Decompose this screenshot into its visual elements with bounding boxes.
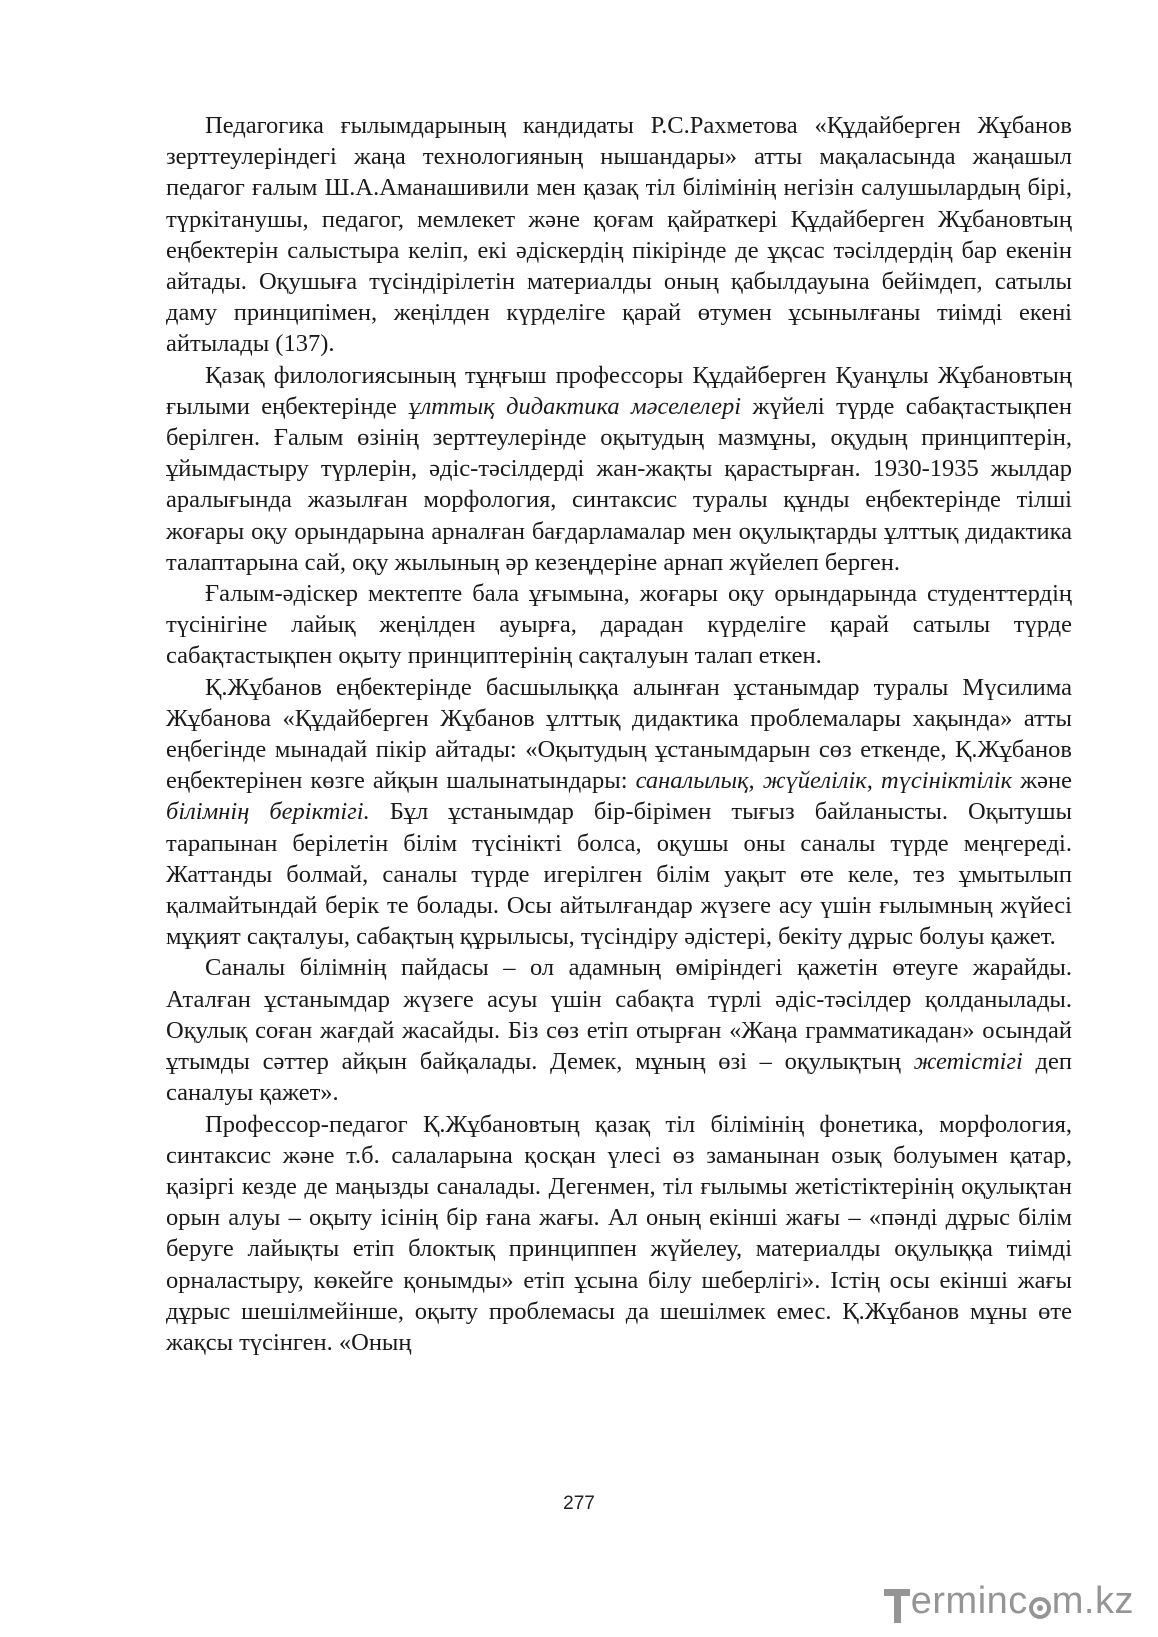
paragraph-italic-text: саналылық, жүйелілік, түсініктілік [635, 767, 1013, 795]
watermark-o-glyph-icon [1029, 1597, 1051, 1619]
paragraph-text: Ғалым-әдіскер мектепте бала ұғымына, жоғары оқу орындарында студенттердің түсінігіне лайық жеңілден ауырға, дарадан күрделіге қарай сатылы түрде сабақтастықпен оқыту принциптерінің сақталуын талап еткен. [166, 580, 1072, 670]
paragraph-5 [166, 952, 1072, 1108]
paragraph-text: Профессор-педагог Қ.Жұбановтың қазақ тіл білімінің фонетика, морфология, синтаксис және т.б. салаларына қосқан үлесі өз заманынан озық болуымен қатар, қазіргі кезде де маңызды саналады. Дегенмен, тіл ғылымы жетістіктерінің оқулықтан орын алуы – оқыту ісінің бір ғана жағы. Ал оның екінші жағы – «пәнді дұрыс білім беруге лайықты етіп блоктық принциппен жүйелеу, материалды оқулыққа тиімді орналастыру, көкейге қонымды» етіп ұсына білу шеберлігі». Істің осы екінші жағы дұрыс шешілмейінше, оқыту проблемасы да шешілмек емес. Қ.Жұбанов мұны өте жақсы түсінген. «Оның [166, 1110, 1072, 1356]
paragraph-text: Бұл ұстанымдар бір-бірімен тығыз байланысты. Оқытушы тарапынан берілетін білім түсінікті болса, оқушы оны саналы түрде меңгереді. Жаттанды болмай, саналы түрде игерілген білім уақыт өте келе, тез ұмытылып қалмайтындай берік те болады. Осы айтылғандар жүзеге асу үшін ғылымның жүйесі мұқият сақталуы, сабақтың құрылысы, түсіндіру әдістері, бекіту дұрыс болуы қажет. [166, 798, 1072, 951]
paragraph-4 [166, 672, 1072, 953]
paragraph-text: Қазақ филологиясының тұңғыш профессоры Құдайберген Қуанұлы Жұбановтың ғылыми еңбектерінде [166, 361, 1072, 420]
paragraph-text: Саналы білімнің пайдасы – ол адамның өміріндегі қажетін өтеуге жарайды. Аталған ұстанымдар жүзеге асуы үшін сабақта түрлі әдіс-тәсілдер қолданылады. Оқулық соған жағдай жасайды. Біз сөз етіп отырған «Жаңа грамматикадан» осындай ұтымды сәттер айқын байқалады. Демек, мұның өзі – оқулықтың [166, 954, 1072, 1076]
paragraph-text: Педагогика ғылымдарының кандидаты Р.С.Рахметова «Құдайберген Жұбанов зерттеулеріндегі жаңа технологияның нышандары» атты мақаласында жаңашыл педагог ғалым Ш.А.Аманашивили мен қазақ тіл білімінің негізін салушылардың бірі, түркітанушы, педагог, мемлекет және қоғам қайраткері Құдайберген Жұбановтың еңбектерін салыстыра келіп, екі әдіскердің пікірінде де ұқсас тәсілдердің бар екенін айтады. Оқушыға түсіндірілетін материалды оның қабылдауына бейімдеп, сатылы даму принципімен, жеңілден күрделіге қарай өтумен ұсынылғаны тиімді екені айтылады (137). [166, 112, 1072, 358]
page-number: 277 [563, 1493, 595, 1514]
document-body [166, 110, 1072, 1358]
watermark-text-end: m.kz [1051, 1580, 1134, 1622]
watermark-text-start: erminc [910, 1580, 1028, 1622]
paragraph-1 [166, 110, 1072, 360]
paragraph-italic-text: білімнің беріктігі. [166, 798, 370, 826]
watermark-t-glyph-icon [884, 1589, 910, 1623]
paragraph-3 [166, 578, 1072, 672]
paragraph-text: деп саналуы қажет». [166, 1048, 1072, 1107]
watermark-logo [884, 1580, 1134, 1623]
paragraph-italic-text: жетістігі [913, 1048, 1023, 1076]
paragraph-text: және [1012, 767, 1073, 795]
paragraph-text: жүйелі түрде сабақтастықпен берілген. Ғалым өзінің зерттеулерінде оқытудың мазмұны, оқудың принциптерін, ұйымдастыру түрлерін, әдіс-тәсілдерді жан-жақты қарастырған. 1930-1935 жылдар аралығында жазылған морфология, синтаксис туралы құнды еңбектерінде тілші жоғары оқу орындарына арналған бағдарламалар мен оқулықтарды ұлттық дидактика талаптарына сай, оқу жылының әр кезеңдеріне арнап жүйелеп берген. [166, 392, 1073, 576]
paragraph-2 [166, 360, 1072, 578]
paragraph-italic-text: ұлттық дидактика мәселелері [408, 392, 742, 420]
paragraph-text: Қ.Жұбанов еңбектерінде басшылыққа алынған ұстанымдар туралы Мүсилима Жұбанова «Құдайберген Жұбанов ұлттық дидактика проблемалары хақында» атты еңбегінде мынадай пікір айтады: «Оқытудың ұстанымдарын сөз еткенде, Қ.Жұбанов еңбектерінен көзге айқын шалынатындары: [166, 673, 1072, 795]
paragraph-6 [166, 1109, 1072, 1359]
